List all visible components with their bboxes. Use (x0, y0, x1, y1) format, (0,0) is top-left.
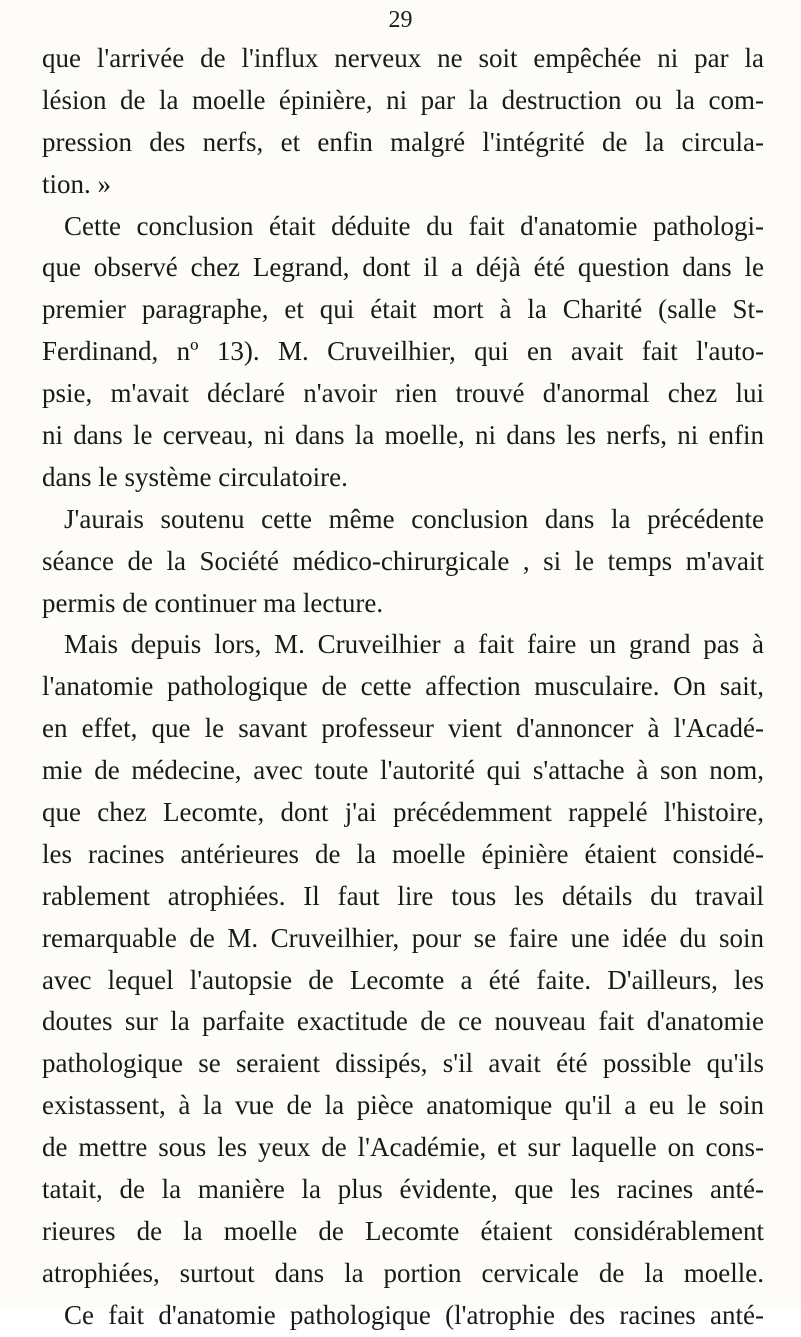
text-line: remarquable de M. Cruveilhier, pour se faire une idée du soin (42, 922, 764, 953)
text-line: avec lequel l'autopsie de Lecomte a été faite. D'ailleurs, les (42, 964, 764, 995)
text-line: Ferdinand, nº 13). M. Cruveilhier, qui en avait fait l'auto- (42, 336, 764, 367)
text-line: que l'arrivée de l'influx nerveux ne soit empêchée ni par la (42, 43, 764, 73)
text-line: pathologique se seraient dissipés, s'il avait été possible qu'ils (42, 1048, 764, 1079)
text-line: en effet, que le savant professeur vient d'annoncer à l'Acadé- (42, 713, 764, 744)
text-line: premier paragraphe, et qui était mort à la Charité (salle St- (42, 294, 764, 325)
text-line: Mais depuis lors, M. Cruveilhier a fait faire un grand pas à (64, 629, 764, 660)
text-line: psie, m'avait déclaré n'avoir rien trouvé d'anormal chez lui (42, 378, 764, 409)
text-line: tion. » (42, 168, 112, 199)
text-line: J'aurais soutenu cette même conclusion dans la précédente (64, 503, 764, 534)
text-line: séance de la Société médico-chirurgicale , si le temps m'avait (42, 545, 764, 576)
text-line: ni dans le cerveau, ni dans la moelle, ni dans les nerfs, ni enfin (42, 420, 764, 451)
text-line: doutes sur la parfaite exactitude de ce nouveau fait d'anatomie (42, 1006, 764, 1037)
text-line: que chez Lecomte, dont j'ai précédemment rappelé l'histoire, (42, 797, 764, 828)
text-line: existassent, à la vue de la pièce anatomique qu'il a eu le soin (42, 1090, 764, 1121)
text-line: de mettre sous les yeux de l'Académie, et sur laquelle on cons- (42, 1132, 764, 1163)
text-line: rablement atrophiées. Il faut lire tous les détails du travail (42, 880, 764, 911)
text-line: atrophiées, surtout dans la portion cervicale de la moelle. (42, 1257, 764, 1288)
text-line: Ce fait d'anatomie pathologique (l'atrophie des racines anté- (64, 1299, 764, 1330)
text-line: dans le système circulatoire. (42, 461, 348, 492)
text-line: permis de continuer ma lecture. (42, 587, 384, 618)
text-line: que observé chez Legrand, dont il a déjà été question dans le (42, 252, 764, 283)
text-line: Cette conclusion était déduite du fait d'anatomie pathologi- (64, 210, 764, 241)
text-line: pression des nerfs, et enfin malgré l'intégrité de la circula- (42, 126, 764, 157)
text-line: mie de médecine, avec toute l'autorité qui s'attache à son nom, (42, 755, 764, 786)
text-line: l'anatomie pathologique de cette affection musculaire. On sait, (42, 671, 764, 702)
text-line: les racines antérieures de la moelle épinière étaient considé- (42, 838, 764, 869)
text-line: tatait, de la manière la plus évidente, que les racines anté- (42, 1174, 764, 1205)
body-text (42, 38, 764, 1337)
page-number: 29 (388, 7, 413, 33)
text-line: lésion de la moelle épinière, ni par la destruction ou la com- (42, 84, 764, 115)
text-line: rieures de la moelle de Lecomte étaient considérablement (42, 1215, 764, 1246)
